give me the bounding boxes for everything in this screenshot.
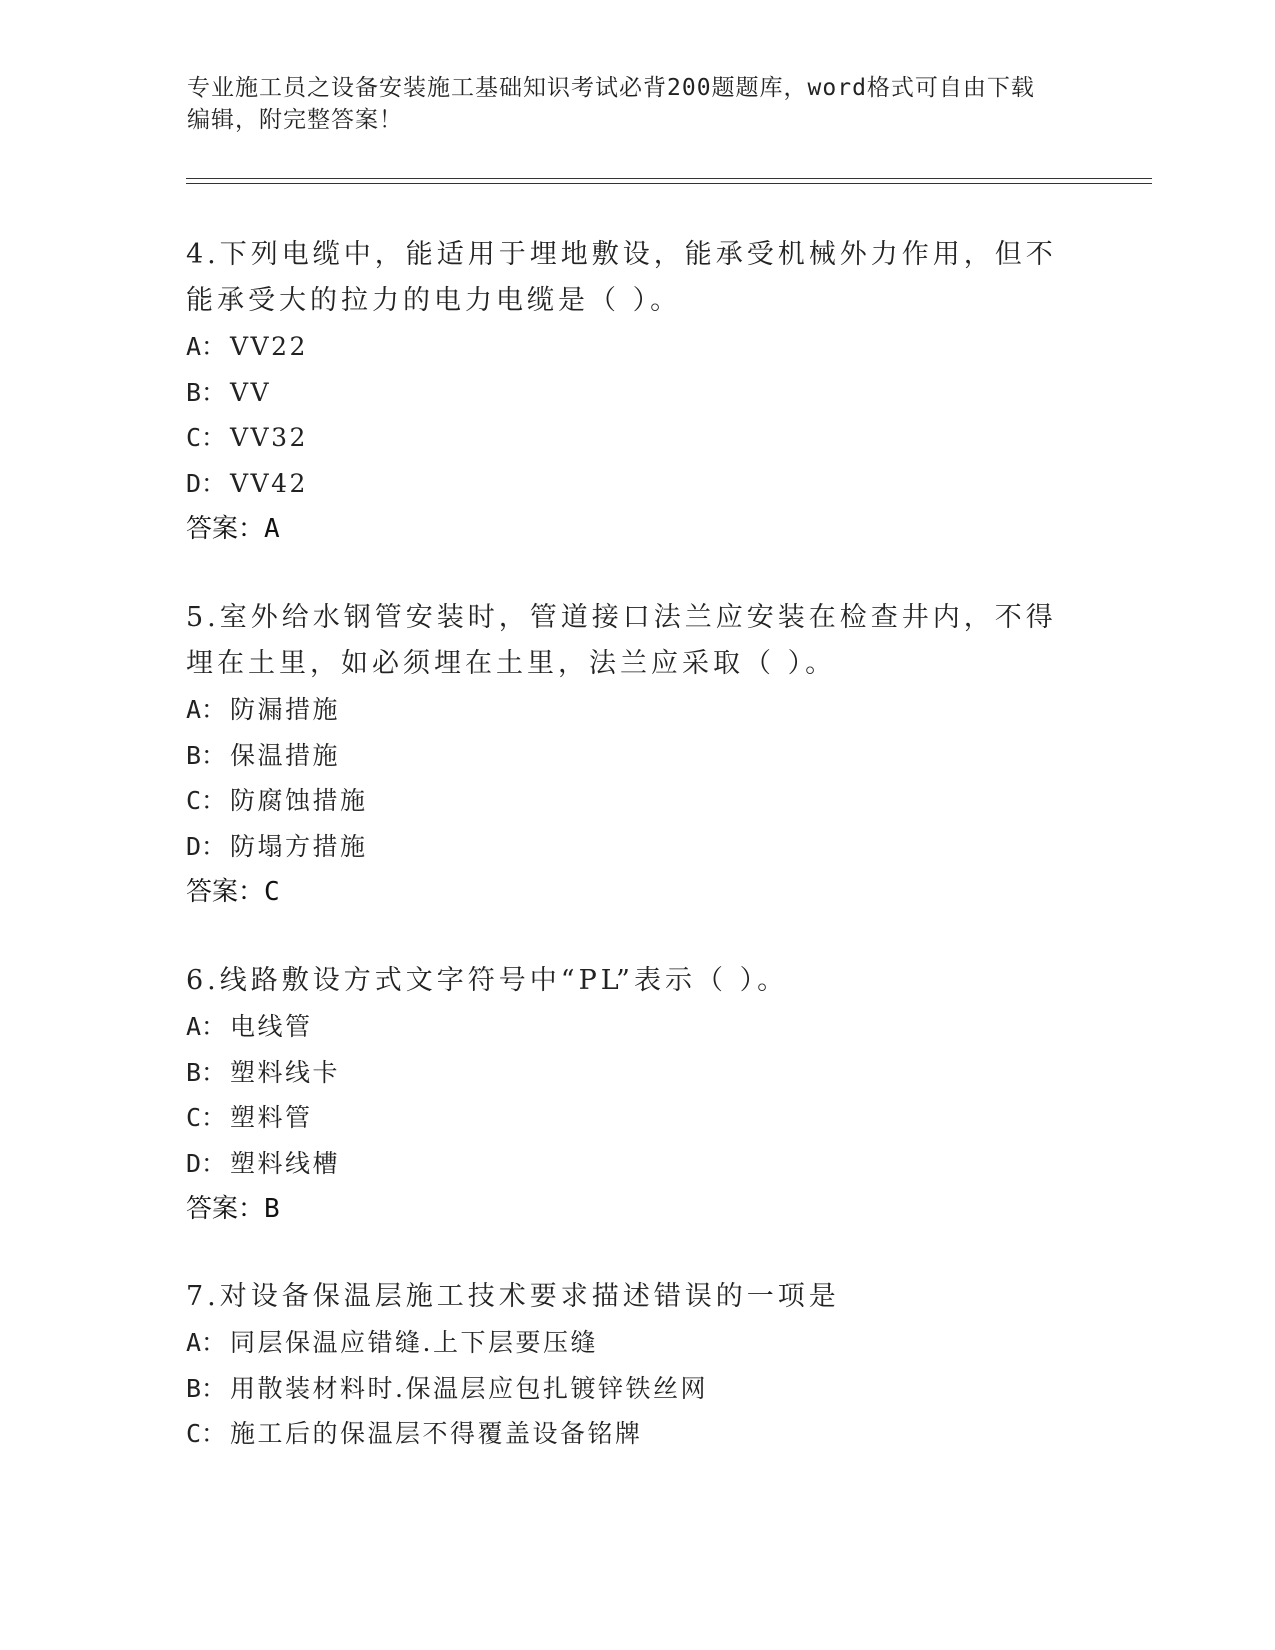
option-letter: C： (186, 1419, 227, 1448)
option-letter: A： (186, 1012, 227, 1041)
option-b (186, 1050, 1086, 1096)
document-header (187, 72, 1067, 136)
option-text: VV22 (230, 332, 308, 361)
option-text: 防塌方措施 (230, 831, 368, 861)
option-letter: C： (186, 786, 227, 815)
option-letter: D： (186, 468, 227, 498)
option-letter: C： (186, 1103, 227, 1132)
question-4 (186, 232, 1086, 552)
option-text: 防漏措施 (230, 695, 341, 724)
option-text: 塑料管 (230, 1103, 313, 1132)
option-c (186, 1095, 1086, 1141)
question-stem: 4.下列电缆中，能适用于埋地敷设，能承受机械外力作用，但不能承受大的拉力的电力电缆是（ ）。 (186, 239, 1057, 316)
header-title-line-1: 专业施工员之设备安装施工基础知识考试必背200题题库，word格式可自由下载 (187, 75, 1035, 101)
option-letter: A： (186, 1328, 227, 1357)
option-d (186, 461, 1086, 507)
option-text: VV42 (230, 468, 308, 498)
option-text: 防腐蚀措施 (230, 786, 368, 815)
question-7 (186, 1274, 1086, 1457)
option-text: 用散装材料时.保温层应包扎镀锌铁丝网 (230, 1373, 708, 1403)
option-text: 同层保温应错缝.上下层要压缝 (230, 1328, 598, 1357)
option-letter: D： (186, 1148, 227, 1178)
option-letter: B： (186, 1057, 227, 1087)
option-c (186, 415, 1086, 461)
answer-line: 答案：C (186, 877, 280, 907)
header-title-line-2: 编辑，附完整答案！ (187, 107, 403, 133)
question-stem: 6.线路敷设方式文字符号中“PL”表示（ ）。 (186, 965, 789, 996)
option-letter: B： (186, 740, 227, 770)
option-a (186, 1004, 1086, 1050)
option-letter: B： (186, 1373, 227, 1403)
option-text: 电线管 (230, 1012, 313, 1041)
question-stem: 5.室外给水钢管安装时，管道接口法兰应安装在检查井内，不得埋在土里，如必须埋在土里，法兰应采取（ ）。 (186, 602, 1057, 679)
option-d (186, 824, 1086, 870)
option-letter: D： (186, 831, 227, 861)
header-divider-bottom (186, 183, 1152, 184)
question-6 (186, 958, 1086, 1232)
option-a (186, 1320, 1086, 1366)
option-b (186, 733, 1086, 779)
option-a (186, 687, 1086, 733)
option-letter: A： (186, 332, 227, 361)
option-d (186, 1141, 1086, 1187)
answer-line: 答案：A (186, 514, 280, 544)
option-text: 塑料线卡 (230, 1057, 341, 1087)
option-text: 塑料线槽 (230, 1148, 341, 1178)
option-letter: A： (186, 695, 227, 724)
option-b (186, 1366, 1086, 1412)
option-letter: C： (186, 423, 227, 452)
question-stem: 7.对设备保温层施工技术要求描述错误的一项是 (186, 1281, 840, 1312)
option-text: 施工后的保温层不得覆盖设备铭牌 (230, 1419, 643, 1448)
option-a (186, 324, 1086, 370)
option-text: 保温措施 (230, 740, 341, 770)
option-letter: B： (186, 377, 227, 407)
option-c (186, 778, 1086, 824)
option-text: VV32 (230, 423, 308, 452)
question-5 (186, 595, 1086, 915)
option-c (186, 1411, 1086, 1457)
answer-line: 答案：B (186, 1194, 280, 1224)
header-divider-top (186, 178, 1152, 179)
option-b (186, 370, 1086, 416)
option-text: VV (230, 377, 272, 407)
